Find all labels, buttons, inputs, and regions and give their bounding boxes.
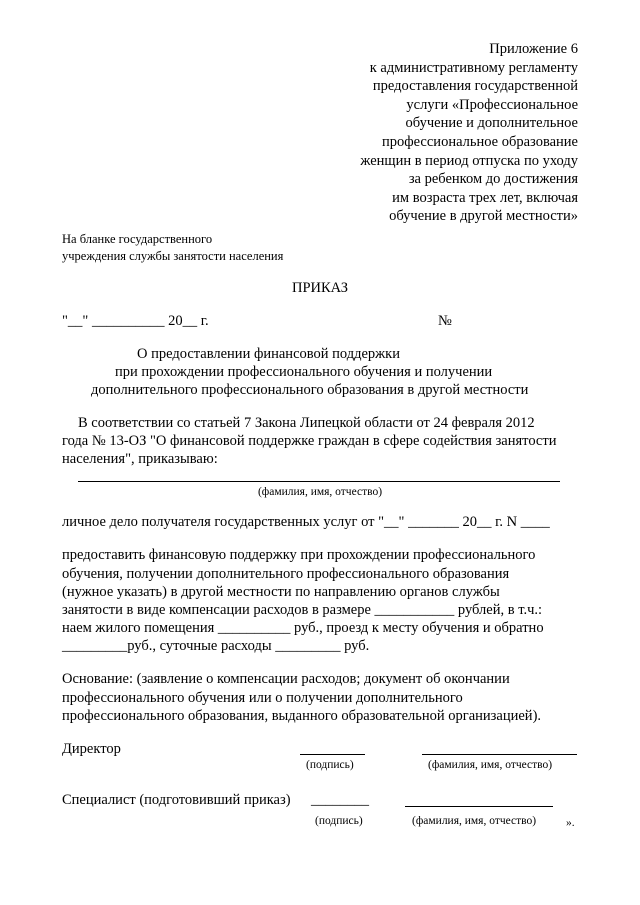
preamble-line-2: года № 13-ОЗ "О финансовой поддержке граждан в сфере содействия занятости [62, 433, 557, 449]
appendix-line: к административному регламенту [369, 59, 578, 76]
appendix-line: женщин в период отпуска по уходу [360, 152, 578, 169]
director-name-caption: (фамилия, имя, отчество) [428, 759, 553, 771]
appendix-line: предоставления государственной [372, 78, 578, 95]
appendix-line: обучение и дополнительное [405, 115, 578, 132]
closing-quote: ». [566, 817, 575, 829]
appendix-line: обучение в другой местности» [389, 208, 578, 225]
specialist-name-line [405, 806, 553, 807]
appendix-line: им возраста трех лет, включая [392, 189, 578, 206]
basis-line-1: Основание: (заявление о компенсации расходов; документ об окончании [62, 671, 510, 687]
grant-line-6: _________руб., суточные расходы _________ руб. [62, 638, 370, 654]
subject-line-1: О предоставлении финансовой поддержки [137, 346, 400, 362]
director-name-line [422, 754, 577, 755]
appendix-line: за ребенком до достижения [408, 171, 578, 188]
subject-line-3: дополнительного профессионального образования в другой местности [91, 382, 529, 398]
preamble-line-1: В соответствии со статьей 7 Закона Липецкой области от 24 февраля 2012 [78, 415, 535, 431]
appendix-header [360, 40, 578, 226]
appendix-line: услуги «Профессиональное [406, 96, 578, 113]
grant-line-3: (нужное указать) в другой местности по направлению органов службы [62, 584, 500, 600]
specialist-name-caption: (фамилия, имя, отчество) [412, 815, 537, 827]
specialist-signature-caption: (подпись) [315, 815, 363, 827]
director-signature-line [300, 754, 365, 755]
order-number-label: № [438, 313, 452, 329]
basis-line-3: профессионального образования, выданного образовательной организацией). [62, 708, 542, 724]
grant-line-1: предоставить финансовую поддержку при прохождении профессионального [62, 547, 536, 563]
subject-line-2: при прохождении профессионального обучения и получении [115, 364, 493, 380]
grant-line-2: обучения, получении дополнительного профессионального образования [62, 566, 510, 582]
appendix-line: профессиональное образование [381, 133, 578, 150]
fio-caption: (фамилия, имя, отчество) [257, 486, 383, 498]
grant-line-5: наем жилого помещения __________ руб., проезд к месту обучения и обратно [62, 620, 544, 636]
personal-file-line: личное дело получателя государственных услуг от "__" _______ 20__ г. N ____ [62, 514, 550, 530]
director-signature-caption: (подпись) [306, 759, 354, 771]
page-title: ПРИКАЗ [291, 280, 349, 296]
specialist-label: Специалист (подготовивший приказ) [62, 792, 291, 808]
order-date: "__" __________ 20__ г. [62, 313, 209, 329]
fio-underline [78, 481, 560, 482]
director-label: Директор [62, 741, 121, 757]
specialist-signature-blank: ________ [311, 792, 369, 808]
letterhead-line-2: учреждения службы занятости населения [62, 249, 284, 263]
appendix-line: Приложение 6 [489, 41, 578, 57]
preamble-line-3: населения", приказываю: [62, 451, 218, 467]
basis-line-2: профессионального обучения или о получении дополнительного [62, 690, 463, 706]
grant-line-4: занятости в виде компенсации расходов в размере ___________ рублей, в т.ч.: [62, 602, 543, 618]
letterhead-line-1: На бланке государственного [62, 232, 213, 246]
